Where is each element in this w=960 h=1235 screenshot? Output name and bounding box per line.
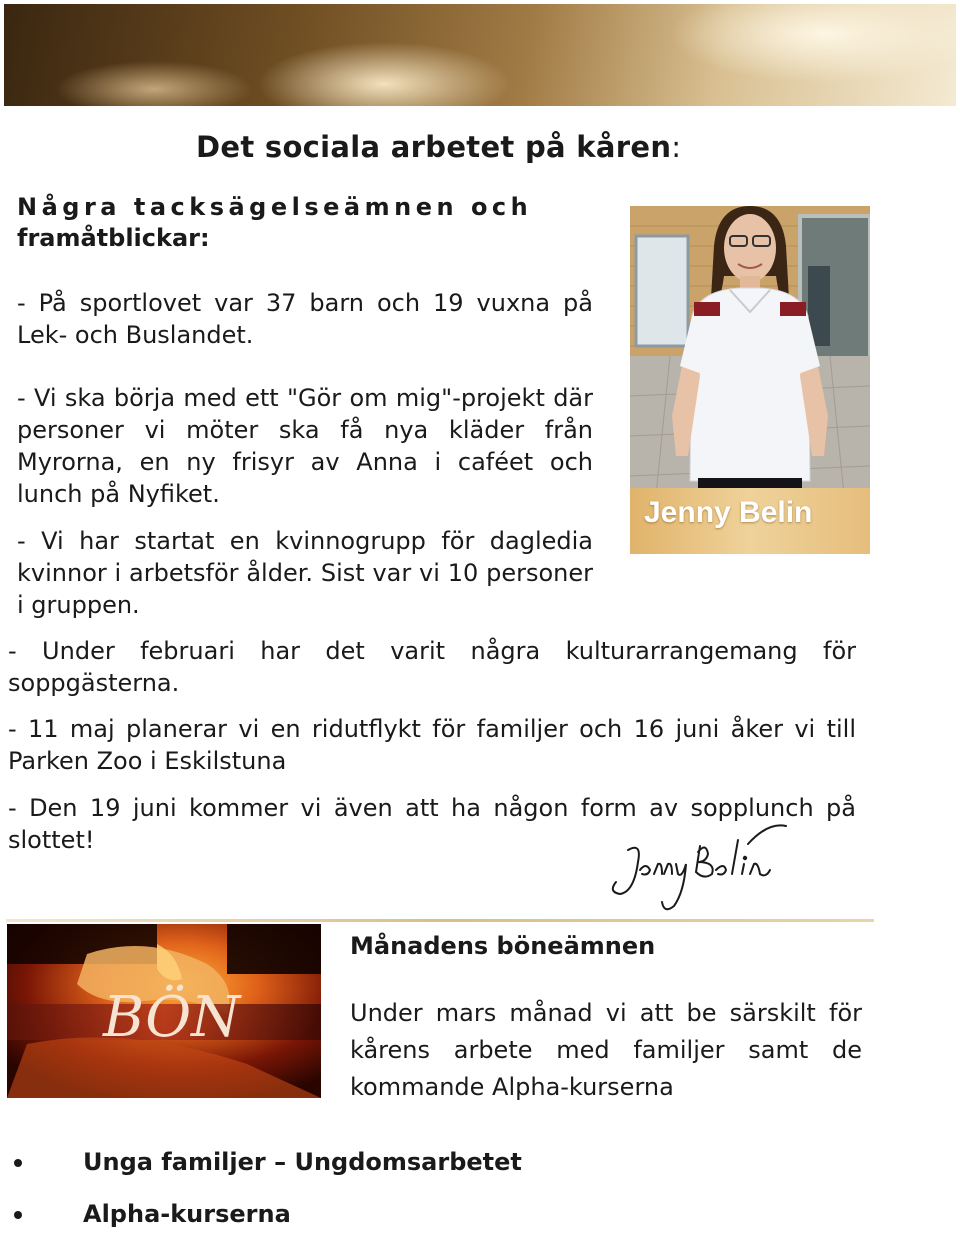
- photo-caption: Jenny Belin: [630, 488, 870, 554]
- handwritten-signature: [598, 822, 798, 922]
- bullet-icon: [14, 1211, 22, 1219]
- bon-label: BÖN: [103, 985, 241, 1050]
- prayer-heading: Månadens böneämnen: [350, 932, 656, 960]
- section-divider: [6, 919, 874, 922]
- paragraph-sportlov: - På sportlovet var 37 barn och 19 vuxna på Lek- och Buslandet.: [17, 289, 593, 349]
- prayer-text: Under mars månad vi att be särskilt för kårens arbete med familjer samt de kommande Alpha-kurserna: [350, 999, 862, 1101]
- paragraph-gor-om-mig: - Vi ska börja med ett "Gör om mig"-projekt där personer vi möter ska få nya kläder från Myrorna, en ny frisyr av Anna i caféet och lunch på Nyfiket.: [17, 384, 593, 508]
- bullet-icon: [14, 1159, 22, 1167]
- list-item: Unga familjer – Ungdomsarbetet: [8, 1148, 608, 1182]
- paragraph-kulturarrangemang: - Under februari har det varit några kulturarrangemang för soppgästerna.: [8, 637, 856, 697]
- paragraph-sopplunch: - Den 19 juni kommer vi även att ha någon form av sopplunch på slottet!: [8, 794, 856, 854]
- paragraph-ridutflykt: - 11 maj planerar vi en ridutflykt för familjer och 16 juni åker vi till Parken Zoo i Eskilstuna: [8, 715, 856, 775]
- paragraph-kvinnogrupp: - Vi har startat en kvinnogrupp för dagledia kvinnor i arbetsför ålder. Sist var vi 10 personer i gruppen.: [17, 527, 593, 619]
- prayer-hands-image: [7, 924, 321, 1098]
- section-subheading: Några tacksägelseämnen och framåtblickar:: [17, 193, 533, 252]
- header-banner-image: [4, 4, 956, 106]
- page-title: Det sociala arbetet på kåren:: [196, 130, 682, 164]
- list-item: Alpha-kurserna: [8, 1200, 608, 1234]
